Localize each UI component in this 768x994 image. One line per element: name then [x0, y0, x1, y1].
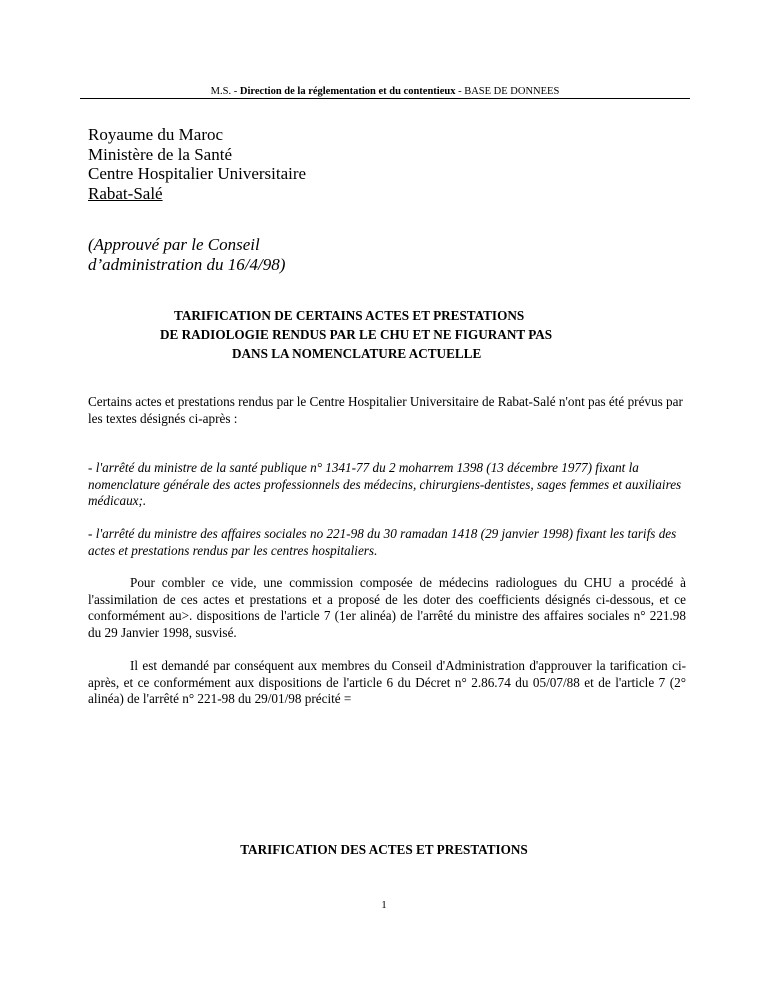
institution-hospital: Centre Hospitalier Universitaire [88, 164, 307, 183]
approval-line-1: (Approuvé par le Conseil [88, 235, 260, 254]
body-paragraph-request: Il est demandé par conséquent aux membres du Conseil d'Administration d'approuver la tarification ci-après, et ce conformément aux dispositions de l'article 6 du Décret n° 2.86.74 du 05/07/88 et de l'article 7 (2° alinéa) de l'arrêté n° 221-98 du 29/01/98 précité = [88, 658, 686, 706]
list-item-decree-1977: - l'arrêté du ministre de la santé publique n° 1341-77 du 2 moharrem 1398 (13 décembre 1977) fixant la nomenclature générale des actes professionnels des médecins, chirurgiens-dentistes, sages femmes et auxiliaires médicaux;. [88, 460, 682, 508]
body-paragraph-commission: Pour combler ce vide, une commission composée de médecins radiologues du CHU a procédé à l'assimilation de ces actes et prestations et a proposé de les doter des coefficients désignés ci-dessous, et ce conformément au>. dispositions de l'article 7 (1er alinéa) de l'arrêté du ministre des affaires sociales n° 221.98 du 29 Janvier 1998, susvisé. [88, 575, 686, 640]
section-title: TARIFICATION DES ACTES ET PRESTATIONS [240, 842, 528, 857]
title-line-1: TARIFICATION DE CERTAINS ACTES ET PRESTATIONS [174, 308, 525, 323]
document-title [0, 306, 768, 363]
approval-line-2: d’administration du 16/4/98) [88, 255, 286, 274]
institution-city: Rabat-Salé [88, 183, 163, 203]
intro-paragraph: Certains actes et prestations rendus par le Centre Hospitalier Universitaire de Rabat-Salé n'ont pas été prévus par les textes désignés ci-après : [88, 394, 683, 426]
institution-ministry: Ministère de la Santé [88, 144, 232, 164]
page-number: 1 [381, 899, 387, 911]
header-prefix: M.S. - [210, 86, 240, 97]
list-item-decree-1998: - l'arrêté du ministre des affaires sociales no 221-98 du 30 ramadan 1418 (29 janvier 1998) fixant les tarifs des actes et prestations rendus par les centres hospitaliers. [88, 526, 677, 558]
institution-country: Royaume du Maroc [88, 125, 224, 144]
title-line-2: DE RADIOLOGIE RENDUS PAR LE CHU ET NE FIGURANT PAS [160, 327, 553, 342]
header-rule [80, 98, 690, 99]
approval-note [88, 235, 285, 275]
header-suffix: - BASE DE DONNEES [455, 86, 560, 97]
institution-block [88, 125, 306, 203]
title-line-3: DANS LA NOMENCLATURE ACTUELLE [232, 346, 482, 361]
header-department: Direction de la réglementation et du contentieux [239, 86, 456, 97]
running-header [80, 85, 690, 98]
